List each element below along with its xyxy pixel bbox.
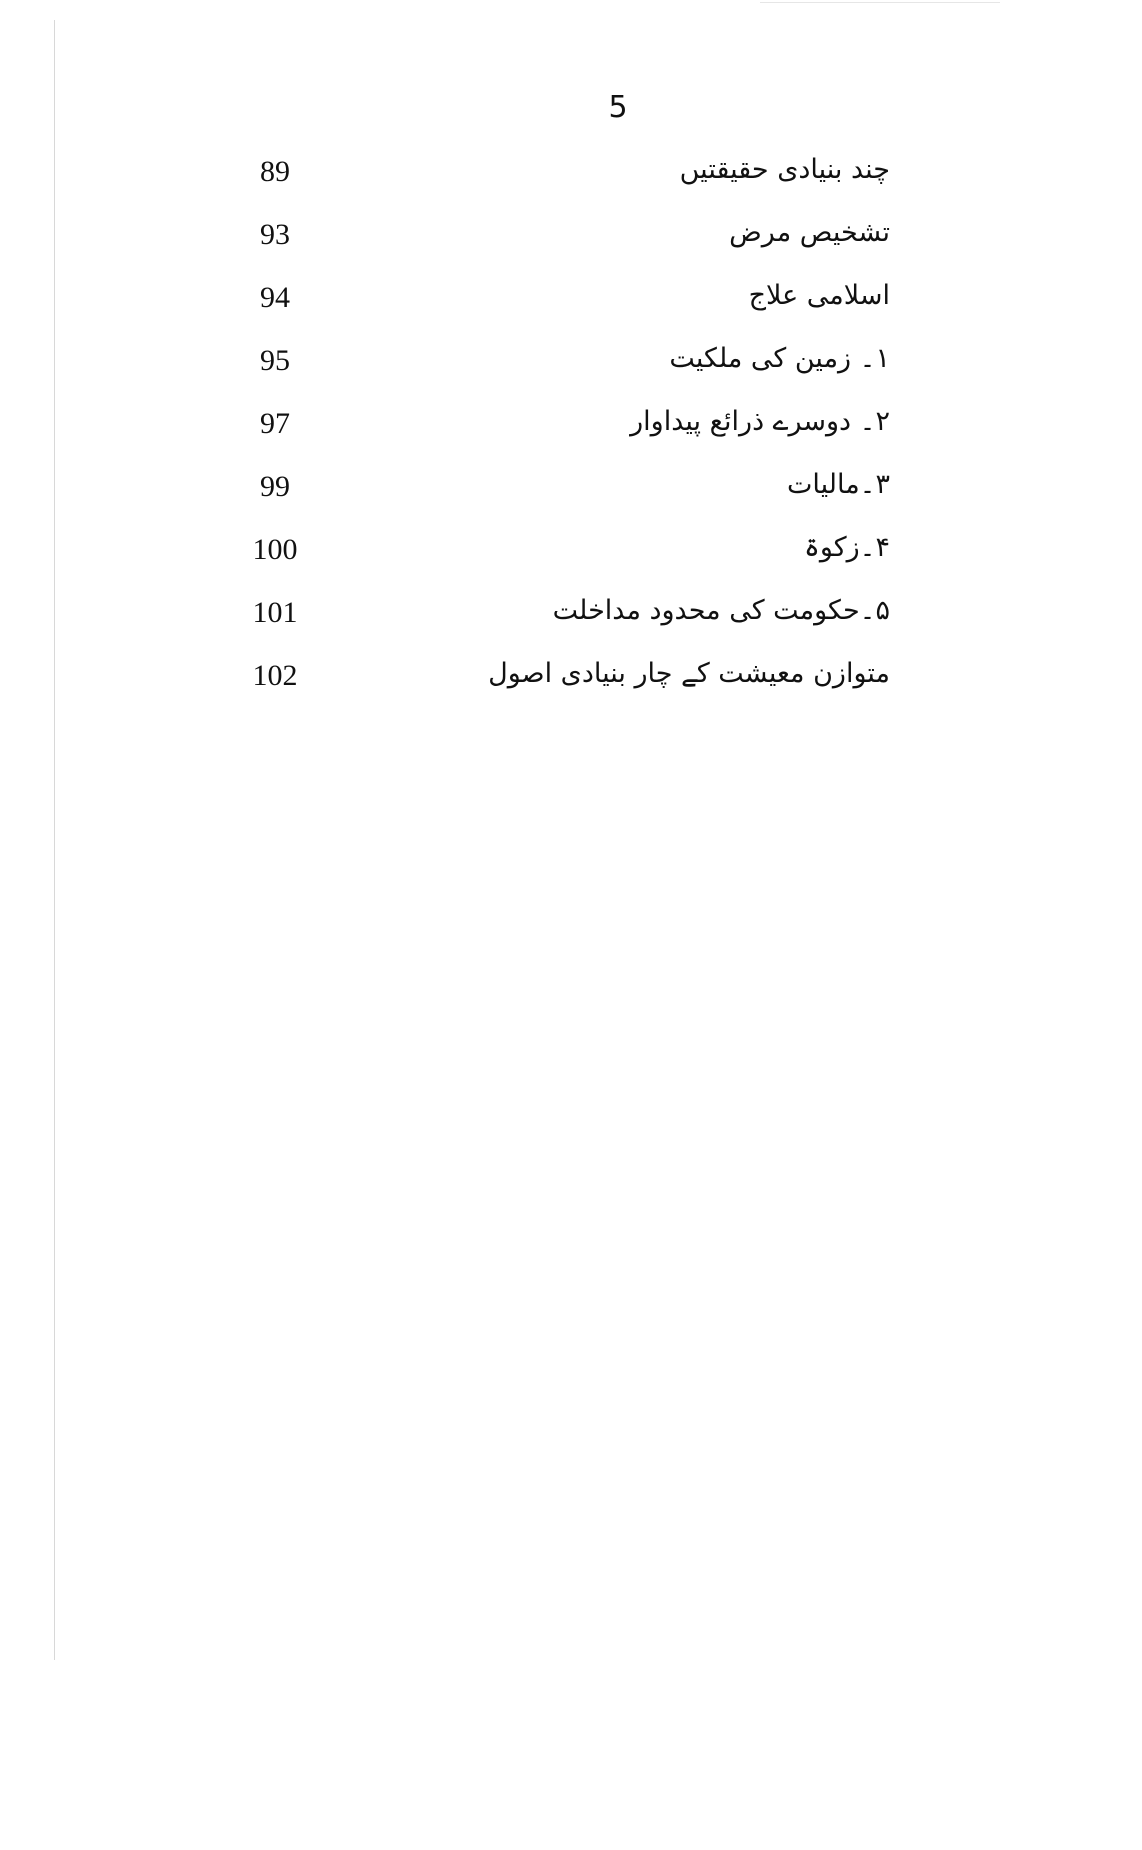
toc-page-number: 89 — [260, 155, 290, 188]
toc-page-number: 94 — [260, 281, 290, 314]
toc-page-number: 100 — [252, 533, 298, 566]
toc-title: چند بنیادی حقیقتیں — [679, 154, 890, 185]
toc-entry — [240, 400, 890, 463]
toc-page-number: 95 — [260, 344, 290, 377]
toc-page-number: 99 — [260, 470, 290, 503]
toc-page-number: 101 — [252, 596, 298, 629]
toc-page-number: 97 — [260, 407, 290, 440]
toc-entry — [240, 589, 890, 652]
toc-entry — [240, 148, 890, 211]
toc-title: ۴۔زکوۃ — [804, 532, 890, 563]
page-number: 5 — [608, 90, 628, 125]
toc-entry — [240, 274, 890, 337]
page-edge-rule — [54, 20, 55, 1660]
toc-page-number: 102 — [252, 659, 298, 692]
toc-entry — [240, 463, 890, 526]
toc-title: اسلامی علاج — [748, 280, 890, 311]
table-of-contents — [240, 148, 890, 715]
toc-title: ۱۔ زمین کی ملکیت — [669, 343, 890, 374]
scan-artifact — [760, 2, 1000, 3]
toc-title: ۲۔ دوسرے ذرائع پیداوار — [630, 406, 890, 437]
toc-title: متوازن معیشت کے چار بنیادی اصول — [488, 658, 890, 689]
toc-entry — [240, 526, 890, 589]
toc-title: ۵۔حکومت کی محدود مداخلت — [552, 595, 890, 626]
toc-title: ۳۔مالیات — [786, 469, 890, 500]
toc-page-number: 93 — [260, 218, 290, 251]
toc-entry — [240, 652, 890, 715]
toc-entry — [240, 337, 890, 400]
toc-title: تشخیص مرض — [729, 217, 890, 248]
toc-entry — [240, 211, 890, 274]
